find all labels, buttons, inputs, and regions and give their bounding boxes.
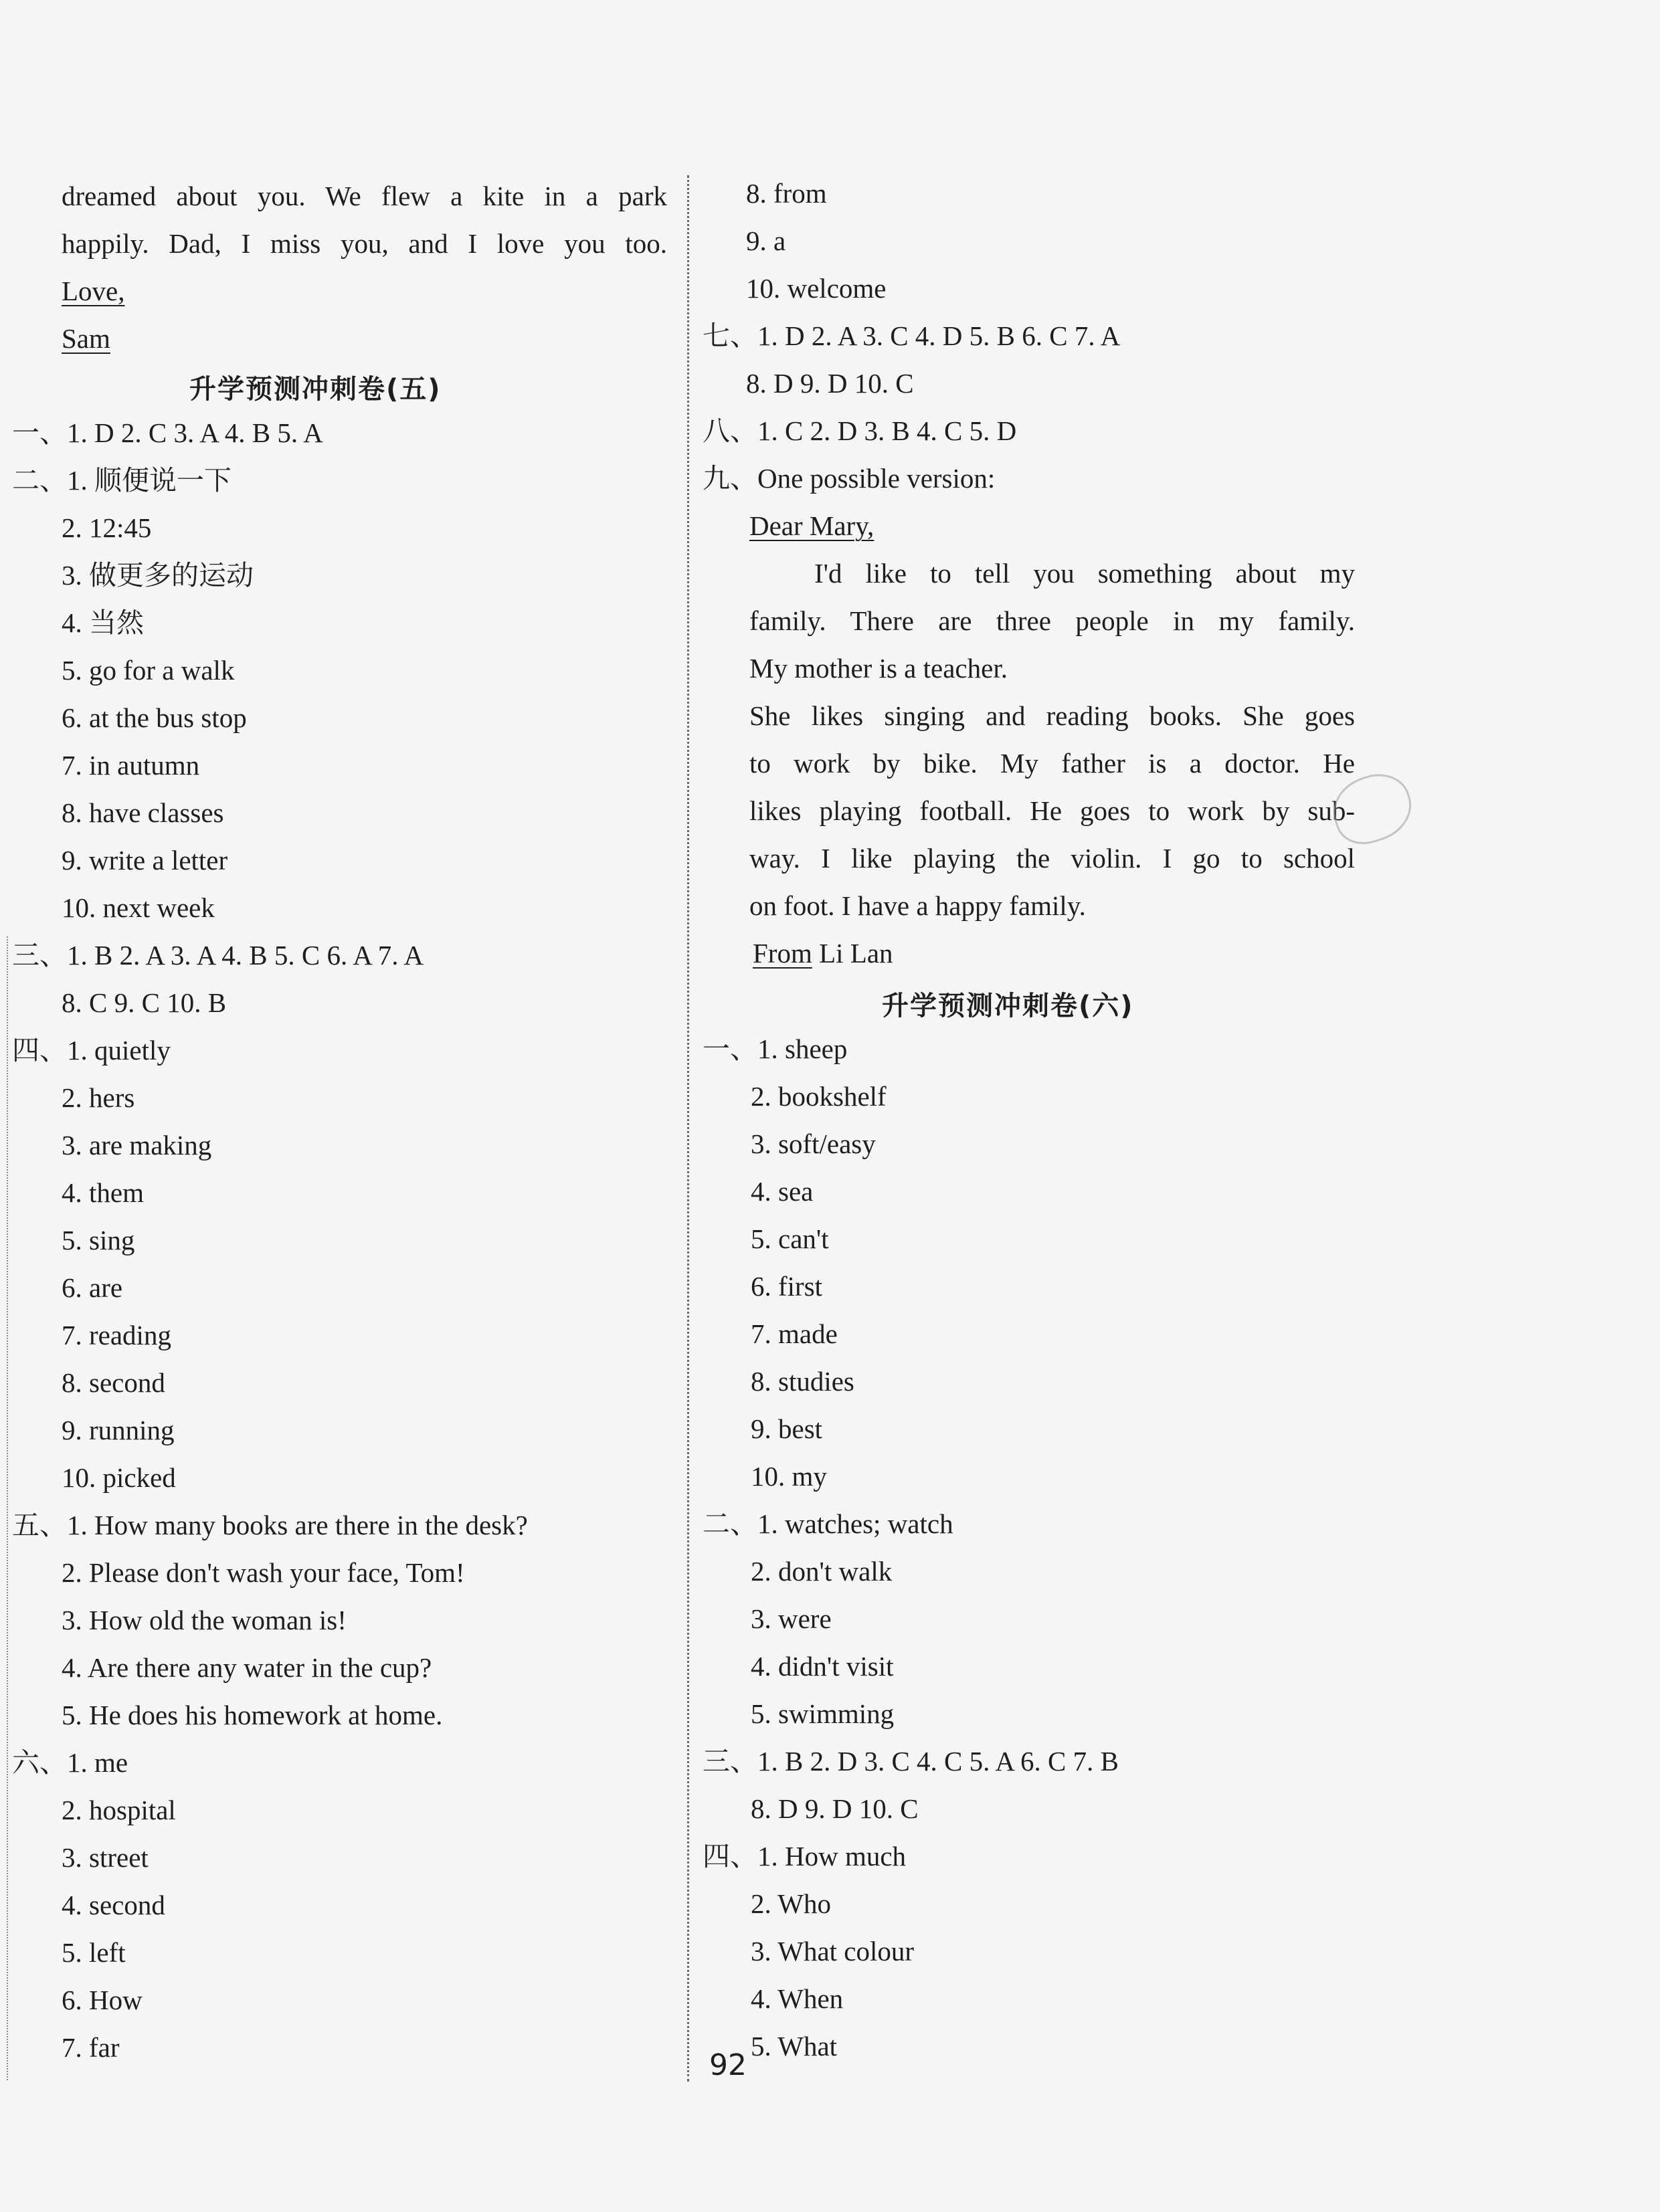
answer-line: 4. sea — [751, 1176, 814, 1207]
answer-line: 六、1. me — [12, 1747, 128, 1778]
answer-line: 6. are — [62, 1272, 123, 1303]
answer-line: 3. soft/easy — [751, 1128, 876, 1159]
answer-line: 2. bookshelf — [751, 1081, 887, 1112]
answer-line: 2. Please don't wash your face, Tom! — [62, 1557, 465, 1588]
page-edge-line — [7, 936, 8, 2080]
answer-line: 4. 当然 — [62, 607, 144, 638]
answer-line: 7. reading — [62, 1320, 171, 1350]
letter-closing: Love, — [62, 276, 125, 306]
answer-line: 5. He does his homework at home. — [62, 1700, 443, 1730]
answer-line: 三、1. B 2. A 3. A 4. B 5. C 6. A 7. A — [12, 940, 424, 971]
letter-text-line: way. I like playing the violin. I go to school — [749, 843, 1355, 874]
answer-line: 8. D 9. D 10. C — [751, 1793, 919, 1824]
answer-line: 8. second — [62, 1367, 165, 1398]
answer-line: 八、1. C 2. D 3. B 4. C 5. D — [703, 415, 1017, 446]
answer-line: 2. don't walk — [751, 1556, 893, 1587]
letter-from — [753, 936, 893, 970]
answer-line: 二、1. 顺便说一下 — [12, 465, 232, 496]
answer-line: 7. far — [62, 2032, 120, 2063]
letter-from-name: Li Lan — [812, 938, 893, 969]
answer-line: 3. are making — [62, 1130, 212, 1161]
answer-line: 7. made — [751, 1318, 838, 1349]
answer-line: 五、1. How many books are there in the desk? — [12, 1510, 528, 1540]
answer-line: 4. them — [62, 1177, 144, 1208]
answer-line: 9. a — [746, 225, 786, 256]
answer-line: 8. D 9. D 10. C — [746, 368, 914, 399]
answer-line: 九、One possible version: — [703, 463, 996, 494]
answer-line: 4. didn't visit — [751, 1651, 894, 1682]
answer-line: 一、1. D 2. C 3. A 4. B 5. A — [12, 417, 323, 448]
answer-line: 5. can't — [751, 1223, 829, 1254]
answer-line: 5. go for a walk — [62, 655, 235, 686]
letter-text-line: family. There are three people in my family. — [749, 605, 1355, 636]
letter-from-word: From — [753, 938, 812, 969]
answer-line: 7. in autumn — [62, 750, 200, 781]
section-title-6: 升学预测冲刺卷(六) — [882, 991, 1134, 1021]
section-title-5: 升学预测冲刺卷(五) — [189, 374, 442, 405]
letter-text-line: on foot. I have a happy family. — [749, 890, 1086, 921]
answer-line: 10. next week — [62, 892, 215, 923]
answer-line: 5. What — [751, 2031, 838, 2062]
answer-line: 3. street — [62, 1842, 149, 1873]
answer-line: 9. best — [751, 1413, 823, 1444]
answer-line: 10. welcome — [746, 273, 887, 304]
answer-line: 三、1. B 2. D 3. C 4. C 5. A 6. C 7. B — [703, 1746, 1119, 1777]
answer-line: 七、1. D 2. A 3. C 4. D 5. B 6. C 7. A — [703, 320, 1121, 351]
letter-signature: Sam — [62, 323, 110, 354]
answer-line: 10. picked — [62, 1462, 176, 1493]
answer-line: 四、1. How much — [703, 1841, 907, 1872]
letter-text-line: likes playing football. He goes to work by sub- — [749, 795, 1355, 826]
answer-line: 8. from — [746, 178, 827, 209]
answer-line: 4. When — [751, 1983, 844, 2014]
letter-text-line: I'd like to tell you something about my — [814, 558, 1355, 589]
letter-text-line: My mother is a teacher. — [749, 653, 1008, 684]
answer-line: 6. first — [751, 1271, 823, 1302]
answer-line: 4. Are there any water in the cup? — [62, 1652, 432, 1683]
answer-line: 2. hospital — [62, 1795, 176, 1825]
answer-line: 10. my — [751, 1461, 827, 1492]
answer-line: 3. What colour — [751, 1936, 915, 1967]
column-divider — [687, 175, 689, 2082]
answer-line: 3. 做更多的运动 — [62, 560, 254, 591]
answer-line: 5. sing — [62, 1225, 135, 1255]
answer-line: 2. Who — [751, 1888, 831, 1919]
answer-line: 6. at the bus stop — [62, 702, 247, 733]
answer-line: 8. have classes — [62, 797, 224, 828]
answer-line: 3. were — [751, 1603, 832, 1634]
answer-line: 2. 12:45 — [62, 512, 152, 543]
answer-line: 四、1. quietly — [12, 1035, 171, 1066]
answer-line: 3. How old the woman is! — [62, 1605, 347, 1635]
answer-line: 5. swimming — [751, 1698, 895, 1729]
answer-line: 8. studies — [751, 1366, 854, 1397]
answer-line: 2. hers — [62, 1082, 135, 1113]
answer-line: 一、1. sheep — [703, 1033, 848, 1064]
answer-line: 5. left — [62, 1937, 126, 1968]
answer-line: 8. C 9. C 10. B — [62, 987, 227, 1018]
letter-text-line: to work by bike. My father is a doctor. He — [749, 748, 1355, 779]
letter-text-line: She likes singing and reading books. She goes — [749, 700, 1355, 731]
letter-text-line: dreamed about you. We flew a kite in a park — [62, 181, 667, 211]
answer-line: 二、1. watches; watch — [703, 1508, 953, 1539]
answer-line: 9. running — [62, 1415, 175, 1445]
answer-line: 9. write a letter — [62, 845, 228, 876]
letter-text-line: happily. Dad, I miss you, and I love you too. — [62, 228, 667, 259]
page-number: 92 — [709, 2048, 747, 2082]
answer-line: 4. second — [62, 1890, 165, 1920]
letter-greeting: Dear Mary, — [749, 510, 874, 541]
answer-line: 6. How — [62, 1985, 143, 2015]
